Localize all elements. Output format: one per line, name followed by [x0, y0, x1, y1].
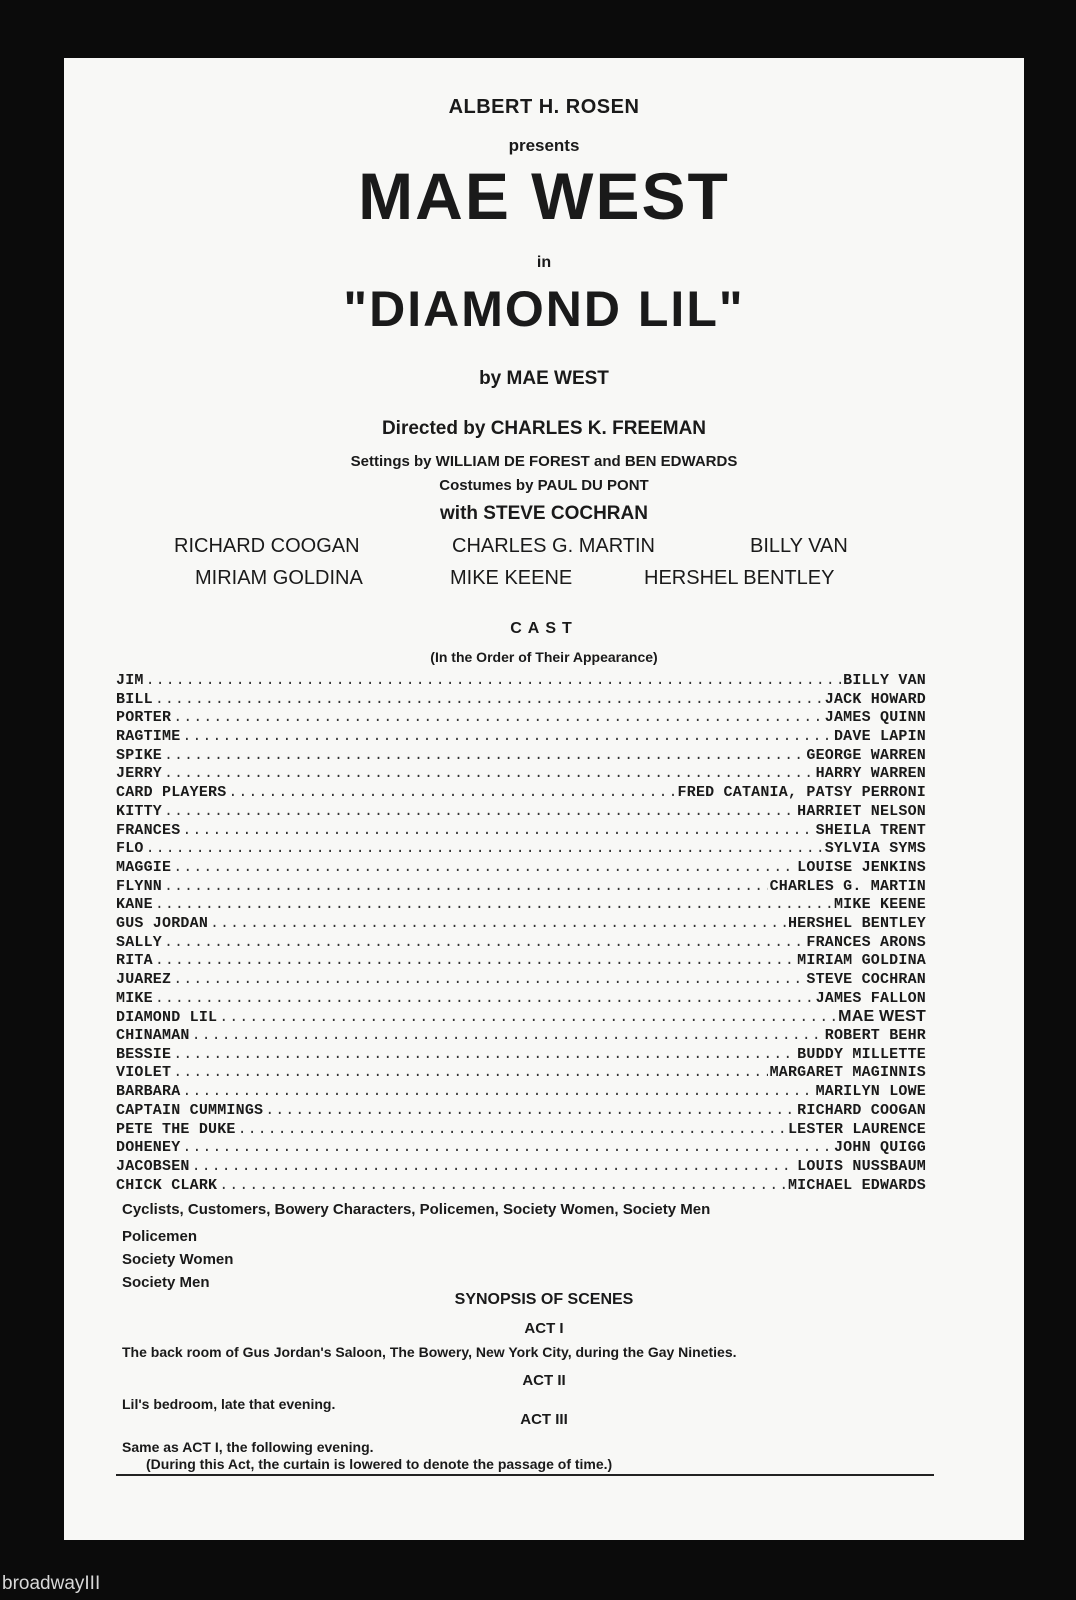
dot-leader [228, 784, 675, 803]
role-name: KANE [116, 896, 153, 914]
cast-row [116, 934, 926, 953]
dot-leader [182, 1139, 832, 1158]
role-name: DOHENEY [116, 1139, 181, 1157]
dot-leader [164, 878, 768, 897]
role-name: CAPTAIN CUMMINGS [116, 1101, 264, 1119]
dot-leader [155, 952, 795, 971]
role-name: FRANCES [116, 821, 181, 839]
act-3-scene: Same as ACT I, the following evening. [122, 1439, 374, 1455]
role-name: BESSIE [116, 1045, 172, 1063]
dot-leader [146, 672, 842, 691]
role-name: JACOBSEN [116, 1157, 190, 1175]
dot-leader [210, 915, 786, 934]
actor-name: JOHN QUIGG [833, 1139, 926, 1157]
dot-leader [146, 840, 823, 859]
playbill-page [64, 58, 1024, 1540]
role-name: KITTY [116, 802, 163, 820]
act-1-scene: The back room of Gus Jordan's Saloon, The Bowery, New York City, during the Gay Nineties. [122, 1344, 737, 1360]
actor-name: MICHAEL EDWARDS [787, 1176, 926, 1194]
actor-name: SYLVIA SYMS [824, 840, 926, 858]
actor-name: LOUIS NUSSBAUM [797, 1157, 926, 1175]
star-name: MAE WEST [358, 159, 730, 233]
role-name: JUAREZ [116, 971, 172, 988]
actor-name: JAMES FALLON [815, 989, 926, 1007]
dot-leader [219, 1009, 836, 1028]
cast-row [116, 1177, 926, 1196]
featured-player: RICHARD COOGAN [174, 535, 360, 557]
role-name: MAGGIE [116, 858, 172, 876]
actor-name: MARGARET MAGINNIS [769, 1064, 926, 1082]
dot-leader [192, 1027, 823, 1046]
bottom-rule [116, 1474, 934, 1476]
actor-name: RICHARD COOGAN [797, 1101, 926, 1119]
actor-name: SHEILA TRENT [815, 821, 926, 839]
dot-leader [238, 1121, 786, 1140]
cast-row [116, 915, 926, 934]
cast-row [116, 1139, 926, 1158]
cast-row [116, 896, 926, 915]
cast-row [116, 691, 926, 710]
actor-name: BUDDY MILLETTE [797, 1045, 926, 1063]
dot-leader [164, 765, 814, 784]
cast-row [116, 990, 926, 1009]
director-credit: Directed by CHARLES K. FREEMAN [381, 418, 707, 439]
role-name: PORTER [116, 709, 172, 727]
dot-leader [182, 822, 813, 841]
dot-leader [173, 1046, 795, 1065]
actor-name: CHARLES G. MARTIN [769, 877, 926, 895]
cast-row [116, 728, 926, 747]
act-2-label: ACT II [522, 1372, 566, 1389]
featured-player: CHARLES G. MARTIN [452, 535, 655, 557]
dot-leader [164, 803, 795, 822]
role-name: RITA [116, 952, 153, 970]
actor-name: LESTER LAURENCE [787, 1120, 926, 1138]
role-name: SALLY [116, 933, 163, 951]
actor-name: MIRIAM GOLDINA [797, 952, 926, 970]
cast-row [116, 859, 926, 878]
role-name: JERRY [116, 765, 163, 783]
role-name: CARD PLAYERS [116, 784, 227, 802]
actor-name: STEVE COCHRAN [806, 971, 926, 988]
actor-name: JACK HOWARD [824, 690, 926, 708]
cast-row [116, 1027, 926, 1046]
featured-player: MIRIAM GOLDINA [195, 567, 363, 589]
cast-row [116, 672, 926, 691]
featured-player: MIKE KEENE [450, 567, 573, 589]
dot-leader [173, 1064, 767, 1083]
cast-row [116, 952, 926, 971]
dot-leader [164, 934, 804, 953]
cast-row [116, 840, 926, 859]
role-name: VIOLET [116, 1064, 172, 1082]
play-title: "DIAMOND LIL" [343, 281, 745, 337]
actor-name: MIKE KEENE [833, 896, 926, 914]
role-name: FLYNN [116, 877, 163, 895]
extras-line: Cyclists, Customers, Bowery Characters, Policemen, Society Women, Society Men [122, 1201, 711, 1218]
dot-leader [155, 896, 832, 915]
dot-leader [192, 1158, 796, 1177]
cast-list [116, 672, 926, 1195]
role-name: FLO [116, 840, 144, 858]
author-byline: by MAE WEST [479, 368, 609, 389]
role-name: JIM [116, 672, 144, 689]
cast-row [116, 784, 926, 803]
role-name: PETE THE DUKE [116, 1120, 236, 1138]
actor-name: LOUISE JENKINS [797, 858, 926, 876]
extras-line: Society Women [122, 1251, 234, 1268]
cast-row [116, 1102, 926, 1121]
cast-row [116, 1064, 926, 1083]
extras-line: Policemen [122, 1228, 198, 1245]
act-3-note: (During this Act, the curtain is lowered to denote the passage of time.) [146, 1456, 613, 1472]
dot-leader [173, 971, 804, 990]
dot-leader [173, 709, 823, 728]
actor-name: HERSHEL BENTLEY [787, 914, 926, 932]
role-name: SPIKE [116, 746, 163, 764]
cast-row [116, 1158, 926, 1177]
role-name: RAGTIME [116, 728, 181, 746]
cast-row [116, 709, 926, 728]
act-2-scene: Lil's bedroom, late that evening. [122, 1396, 336, 1412]
role-name: DIAMOND LIL [116, 1009, 218, 1027]
act-3-label: ACT III [520, 1411, 568, 1428]
cast-subheading: (In the Order of Their Appearance) [430, 649, 658, 665]
cast-row [116, 971, 926, 990]
dot-leader [164, 747, 804, 766]
co-star-credit: with STEVE COCHRAN [440, 503, 648, 524]
in-word: in [536, 254, 552, 271]
actor-name: FRANCES ARONS [806, 933, 926, 951]
cast-row [116, 878, 926, 897]
actor-name: HARRY WARREN [815, 765, 926, 783]
role-name: MIKE [116, 989, 153, 1007]
settings-credit: Settings by WILLIAM DE FOREST and BEN EDWARDS [350, 453, 738, 470]
cast-row [116, 765, 926, 784]
actor-name: JAMES QUINN [824, 709, 926, 727]
cast-row [116, 747, 926, 766]
cast-row [116, 1046, 926, 1065]
act-1-label: ACT I [524, 1320, 564, 1337]
presents-text: presents [508, 136, 580, 155]
actor-name: HARRIET NELSON [797, 802, 926, 820]
role-name: GUS JORDAN [116, 914, 209, 932]
cast-row [116, 1121, 926, 1140]
actor-name: DAVE LAPIN [833, 728, 926, 746]
actor-name: FRED CATANIA, PATSY PERRONI [677, 784, 926, 802]
cast-row [116, 822, 926, 841]
dot-leader [182, 1083, 813, 1102]
costumes-credit: Costumes by PAUL DU PONT [439, 477, 649, 494]
role-name: CHINAMAN [116, 1027, 190, 1045]
dot-leader [182, 728, 832, 747]
cast-row [116, 1083, 926, 1102]
dot-leader [155, 691, 823, 710]
featured-player: BILLY VAN [750, 535, 848, 557]
dot-leader [173, 859, 795, 878]
actor-name: MAE WEST [838, 1008, 926, 1026]
role-name: BILL [116, 690, 153, 708]
synopsis-heading: SYNOPSIS OF SCENES [454, 1291, 634, 1308]
actor-name: GEORGE WARREN [806, 746, 926, 764]
actor-name: MARILYN LOWE [815, 1083, 926, 1101]
dot-leader [265, 1102, 795, 1121]
presenter-name: ALBERT H. ROSEN [448, 96, 640, 118]
role-name: CHICK CLARK [116, 1176, 218, 1194]
actor-name: BILLY VAN [843, 672, 926, 689]
cast-heading: CAST [510, 620, 578, 637]
dot-leader [155, 990, 814, 1009]
watermark: broadwayIII [2, 1573, 101, 1594]
cast-row [116, 803, 926, 822]
cast-row [116, 1008, 926, 1027]
actor-name: ROBERT BEHR [824, 1027, 926, 1045]
dot-leader [219, 1177, 786, 1196]
extras-line: Society Men [122, 1274, 210, 1291]
role-name: BARBARA [116, 1083, 181, 1101]
featured-player: HERSHEL BENTLEY [644, 567, 835, 589]
